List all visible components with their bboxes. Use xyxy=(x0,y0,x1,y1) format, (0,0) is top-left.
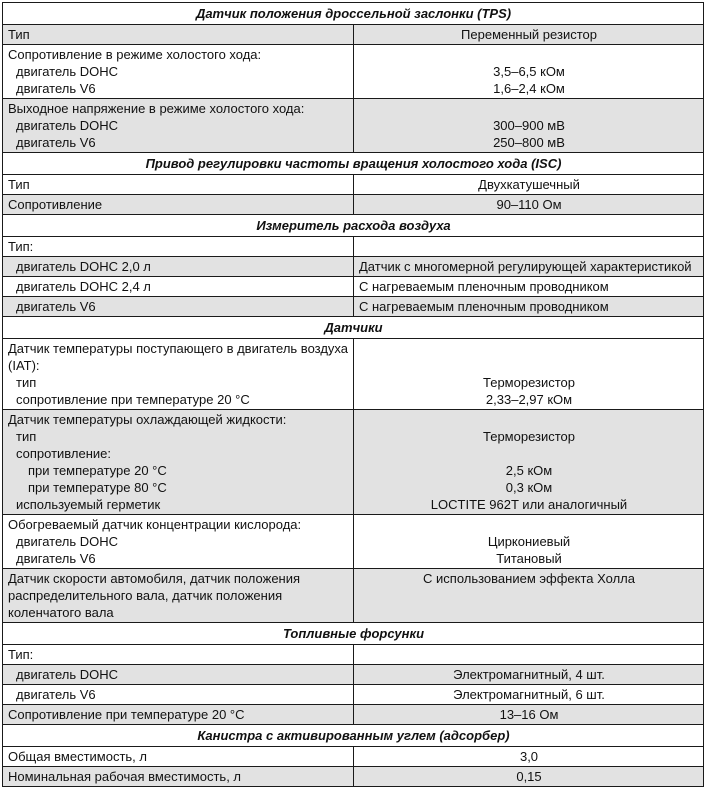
parameter-value: 90–110 Ом xyxy=(496,197,562,212)
section-title: Датчики xyxy=(3,317,704,339)
table-row xyxy=(3,569,704,623)
parameter-label: Датчик температуры поступающего в двигатель воздуха xyxy=(8,341,348,356)
value-cell xyxy=(354,569,704,623)
parameter-label: двигатель DOHC xyxy=(16,118,119,133)
parameter-label: Сопротивление xyxy=(8,197,103,212)
table-row xyxy=(3,515,704,569)
parameter-label: Номинальная рабочая вместимость, л xyxy=(8,769,241,784)
parameter-label: двигатель DOHC xyxy=(16,64,119,79)
value-cell xyxy=(354,515,704,569)
table-row xyxy=(3,665,704,685)
parameter-value: Двухкатушечный xyxy=(478,177,580,192)
table-row xyxy=(3,705,704,725)
table-row xyxy=(3,175,704,195)
table-row xyxy=(3,195,704,215)
parameter-label: коленчатого вала xyxy=(8,605,114,620)
parameter-cell xyxy=(3,297,354,317)
parameter-value: Электромагнитный, 4 шт. xyxy=(453,667,605,682)
parameter-label: Тип xyxy=(8,177,30,192)
parameter-value xyxy=(359,516,699,533)
parameter-cell xyxy=(3,237,354,257)
table-row xyxy=(3,685,704,705)
value-cell xyxy=(354,685,704,705)
section-header xyxy=(3,215,704,237)
parameter-value xyxy=(359,411,699,428)
section-header xyxy=(3,317,704,339)
parameter-cell xyxy=(3,277,354,297)
parameter-cell xyxy=(3,705,354,725)
parameter-value: Циркониевый xyxy=(487,534,571,549)
parameter-value: 2,5 кОм xyxy=(505,463,553,478)
parameter-label: при температуре 80 °C xyxy=(28,480,167,495)
parameter-value xyxy=(359,100,699,117)
parameter-value xyxy=(359,445,699,462)
table-row xyxy=(3,237,704,257)
parameter-cell xyxy=(3,257,354,277)
value-cell xyxy=(354,175,704,195)
value-cell xyxy=(354,277,704,297)
parameter-label: Тип: xyxy=(8,239,34,254)
parameter-value: Датчик с многомерной регулирующей характеристикой xyxy=(359,259,692,274)
parameter-label: Выходное напряжение в режиме холостого хода: xyxy=(8,101,305,116)
value-cell xyxy=(354,645,704,665)
section-title: Привод регулировки частоты вращения холостого хода (ISC) xyxy=(3,153,704,175)
value-cell xyxy=(354,195,704,215)
parameter-cell xyxy=(3,99,354,153)
parameter-label: тип xyxy=(16,429,37,444)
value-cell xyxy=(354,747,704,767)
parameter-cell xyxy=(3,45,354,99)
parameter-label: Датчик скорости автомобиля, датчик положения xyxy=(8,571,301,586)
section-title: Измеритель расхода воздуха xyxy=(3,215,704,237)
table-row xyxy=(3,410,704,515)
parameter-label: двигатель V6 xyxy=(16,551,96,566)
parameter-label: двигатель DOHC 2,0 л xyxy=(16,259,151,274)
parameter-label: двигатель V6 xyxy=(16,135,96,150)
table-row xyxy=(3,747,704,767)
parameter-cell xyxy=(3,767,354,787)
parameter-label: двигатель V6 xyxy=(16,81,96,96)
parameter-label: Обогреваемый датчик концентрации кислорода: xyxy=(8,517,302,532)
parameter-cell xyxy=(3,195,354,215)
parameter-cell xyxy=(3,339,354,410)
value-cell xyxy=(354,767,704,787)
table-row xyxy=(3,767,704,787)
parameter-value: Терморезистор xyxy=(483,375,576,390)
parameter-value: С нагреваемым пленочным проводником xyxy=(359,279,609,294)
parameter-label: двигатель DOHC xyxy=(16,667,119,682)
parameter-label: Датчик температуры охлаждающей жидкости: xyxy=(8,412,287,427)
parameter-value: 13–16 Ом xyxy=(499,707,559,722)
parameter-cell xyxy=(3,685,354,705)
parameter-label: Тип: xyxy=(8,647,34,662)
section-header xyxy=(3,153,704,175)
value-cell xyxy=(354,99,704,153)
parameter-value: 300–900 мВ xyxy=(493,118,565,133)
parameter-value xyxy=(359,646,699,663)
parameter-label: сопротивление при температуре 20 °C xyxy=(16,392,250,407)
parameter-value: С нагреваемым пленочным проводником xyxy=(359,299,609,314)
parameter-cell xyxy=(3,569,354,623)
parameter-label: Тип xyxy=(8,27,30,42)
parameter-value: 2,33–2,97 кОм xyxy=(485,392,573,407)
parameter-value: 250–800 мВ xyxy=(493,135,565,150)
parameter-value: 0,15 xyxy=(516,769,542,784)
value-cell xyxy=(354,25,704,45)
parameter-value xyxy=(359,357,699,374)
section-title: Датчик положения дроссельной заслонки (TPS) xyxy=(3,3,704,25)
parameter-label: распределительного вала, датчик положения xyxy=(8,588,283,603)
section-header xyxy=(3,3,704,25)
table-row xyxy=(3,297,704,317)
table-row xyxy=(3,25,704,45)
value-cell xyxy=(354,665,704,685)
parameter-cell xyxy=(3,175,354,195)
table-row xyxy=(3,645,704,665)
value-cell xyxy=(354,705,704,725)
value-cell xyxy=(354,297,704,317)
parameter-label: двигатель DOHC 2,4 л xyxy=(16,279,151,294)
parameter-label: Сопротивление в режиме холостого хода: xyxy=(8,47,262,62)
value-cell xyxy=(354,257,704,277)
value-cell xyxy=(354,45,704,99)
parameter-value: Переменный резистор xyxy=(461,27,597,42)
table-row xyxy=(3,257,704,277)
parameter-value: 3,0 xyxy=(519,749,539,764)
parameter-value: 0,3 кОм xyxy=(505,480,553,495)
table-row xyxy=(3,99,704,153)
table-row xyxy=(3,45,704,99)
specifications-table xyxy=(2,2,704,787)
parameter-value: Терморезистор xyxy=(483,429,576,444)
parameter-value xyxy=(359,46,699,63)
parameter-value: 3,5–6,5 кОм xyxy=(493,64,565,79)
parameter-value: Электромагнитный, 6 шт. xyxy=(453,687,605,702)
table-row xyxy=(3,339,704,410)
parameter-cell xyxy=(3,645,354,665)
parameter-cell xyxy=(3,747,354,767)
parameter-label: тип xyxy=(16,375,37,390)
value-cell xyxy=(354,237,704,257)
parameter-label: (IAT): xyxy=(8,358,40,373)
parameter-value: 1,6–2,4 кОм xyxy=(493,81,565,96)
parameter-value xyxy=(359,238,699,255)
parameter-cell xyxy=(3,25,354,45)
parameter-label: используемый герметик xyxy=(16,497,161,512)
parameter-cell xyxy=(3,515,354,569)
value-cell xyxy=(354,410,704,515)
parameter-label: двигатель V6 xyxy=(16,299,96,314)
table-row xyxy=(3,277,704,297)
parameter-label: при температуре 20 °C xyxy=(28,463,167,478)
section-title: Топливные форсунки xyxy=(3,623,704,645)
section-title: Канистра с активированным углем (адсорбер) xyxy=(3,725,704,747)
parameter-value xyxy=(359,340,699,357)
parameter-cell xyxy=(3,665,354,685)
section-header xyxy=(3,725,704,747)
section-header xyxy=(3,623,704,645)
parameter-label: Сопротивление при температуре 20 °C xyxy=(8,707,245,722)
parameter-label: Общая вместимость, л xyxy=(8,749,147,764)
specifications-table-body xyxy=(3,3,704,787)
value-cell xyxy=(354,339,704,410)
parameter-label: двигатель V6 xyxy=(16,687,96,702)
parameter-label: двигатель DOHC xyxy=(16,534,119,549)
parameter-value: С использованием эффекта Холла xyxy=(423,571,635,586)
parameter-value: LOCTITE 962T или аналогичный xyxy=(430,497,628,512)
parameter-value: Титановый xyxy=(496,551,562,566)
parameter-cell xyxy=(3,410,354,515)
parameter-label: сопротивление: xyxy=(16,446,112,461)
